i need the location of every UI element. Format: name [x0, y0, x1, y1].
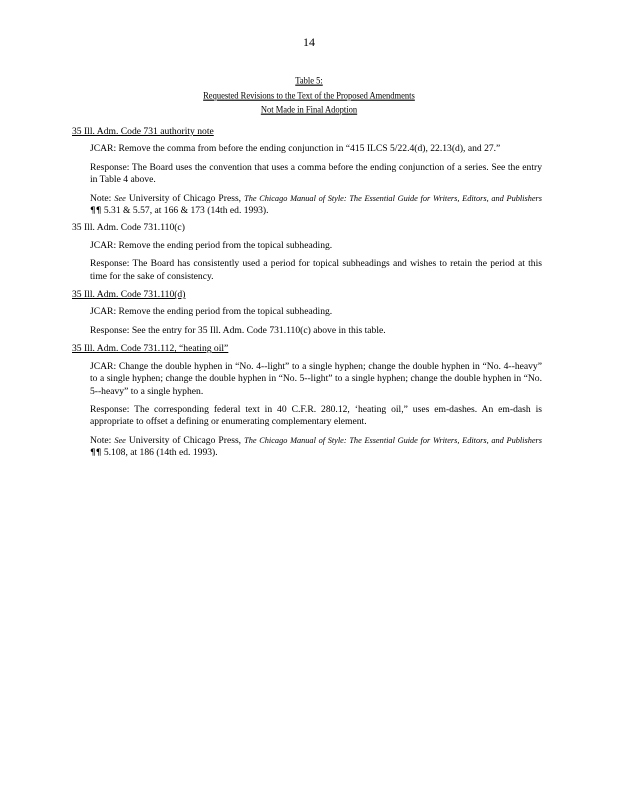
jcar-entry: JCAR: Remove the comma from before the ending conjunction in “415 ILCS 5/22.4(d), 22.13(d), and 27.” — [90, 143, 501, 155]
pilcrow-icon: ¶¶ — [90, 206, 102, 217]
note-publisher: University of Chicago Press, — [125, 192, 245, 204]
table-caption-line: Requested Revisions to the Text of the Proposed Amendments — [203, 89, 415, 101]
revisions-table-body — [72, 126, 542, 465]
note-book-title: The Chicago Manual of Style: The Essential Guide for Writers, Editors, and Publishers — [244, 193, 542, 203]
response-entry: Response: The corresponding federal text in 40 C.F.R. 280.12, ‘heating oil,” uses em-dashes. An em-dash is appropriate to offset a defining or enumerating complementary element. — [90, 403, 542, 428]
note-entry — [90, 435, 542, 460]
table-caption-title: Table 5: — [295, 74, 323, 86]
section-heading: 35 Ill. Adm. Code 731.112, “heating oil” — [72, 343, 229, 355]
note-label: Note: — [90, 434, 115, 446]
page-number: 14 — [303, 35, 315, 49]
note-publisher: University of Chicago Press, — [125, 434, 245, 446]
note-label: Note: — [90, 192, 115, 204]
note-reference: 5.108, at 186 (14th ed. 1993). — [101, 447, 218, 459]
section-authority-note — [72, 126, 542, 217]
response-entry: Response: The Board uses the convention that uses a comma before the ending conjunction of a series. See the entry in Table 4 above. — [90, 161, 542, 186]
jcar-entry: JCAR: Remove the ending period from the topical subheading. — [90, 306, 333, 318]
note-see: See — [114, 435, 126, 445]
section-731-110-c — [72, 222, 542, 283]
jcar-entry: JCAR: Change the double hyphen in “No. 4--light” to a single hyphen; change the double hyphen in “No. 4--heavy” to a single hyphen; change the double hyphen in “No. 5--light” to a single hyphen; change the double hyphen in “No. 5--heavy” to a single hyphen. — [90, 360, 542, 397]
note-book-title: The Chicago Manual of Style: The Essential Guide for Writers, Editors, and Publishers — [244, 435, 542, 445]
note-entry — [90, 193, 542, 218]
jcar-entry: JCAR: Remove the ending period from the topical subheading. — [90, 239, 333, 251]
pilcrow-icon: ¶¶ — [90, 448, 102, 459]
section-heading: 35 Ill. Adm. Code 731.110(c) — [72, 222, 185, 234]
response-entry: Response: See the entry for 35 Ill. Adm. Code 731.110(c) above in this table. — [90, 324, 386, 336]
note-see: See — [114, 193, 126, 203]
note-reference: 5.31 & 5.57, at 166 & 173 (14th ed. 1993). — [101, 205, 269, 217]
section-731-110-d — [72, 289, 542, 337]
response-entry: Response: The Board has consistently used a period for topical subheadings and wishes to retain the period at this time for the sake of consistency. — [90, 258, 542, 282]
section-heading: 35 Ill. Adm. Code 731 authority note — [72, 126, 214, 137]
section-heading: 35 Ill. Adm. Code 731.110(d) — [72, 289, 186, 301]
table-caption-line: Not Made in Final Adoption — [260, 103, 358, 115]
section-731-112-heating-oil — [72, 343, 542, 459]
